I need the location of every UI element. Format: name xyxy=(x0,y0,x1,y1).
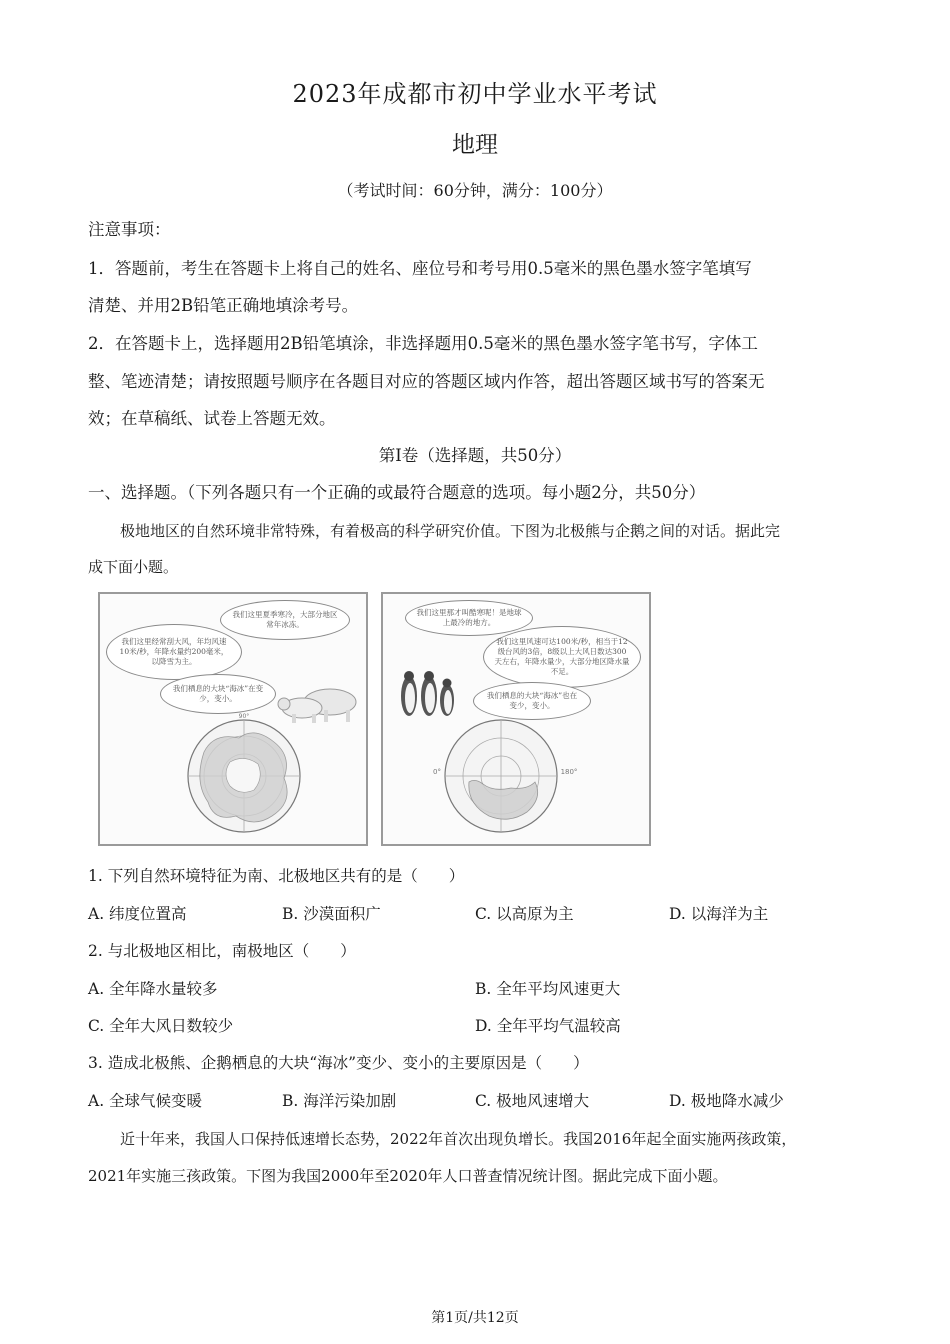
notice-item-1-line-2: 清楚、并用2B铅笔正确地填涂考号。 xyxy=(88,296,359,315)
passage-2-line-2: 2021年实施三孩政策。下图为我国2000年至2020年人口普查情况统计图。据此完成下面小题。 xyxy=(88,1167,728,1185)
antarctic-map-icon xyxy=(423,712,583,840)
subject-title: 地理 xyxy=(452,132,498,158)
question-3-stem: 3. 造成北极熊、企鹅栖息的大块“海冰”变少、变小的主要原因是（ ） xyxy=(88,1054,589,1072)
notice-item-2-line-3: 效；在草稿纸、试卷上答题无效。 xyxy=(88,409,336,428)
question-1-option-a[interactable]: A. 纬度位置高 xyxy=(88,905,187,923)
question-3-option-a[interactable]: A. 全球气候变暖 xyxy=(88,1092,203,1110)
passage-1-line-2: 成下面小题。 xyxy=(88,558,179,576)
arctic-map-icon xyxy=(184,712,304,836)
figure-antarctic-panel xyxy=(381,592,651,846)
passage-1-line-1: 极地地区的自然环境非常特殊，有着极高的科学研究价值。下图为北极熊与企鹅之间的对话。据此完 xyxy=(120,522,781,540)
arctic-bubble-bottom: 我们栖息的大块“海冰”在变少，变小。 xyxy=(160,674,276,714)
antarctic-bubble-top: 我们这里那才叫酷寒呢！是地球上最冷的地方。 xyxy=(405,600,533,636)
question-2-option-b[interactable]: B. 全年平均风速更大 xyxy=(475,980,621,998)
question-3-option-d[interactable]: D. 极地降水减少 xyxy=(669,1092,784,1110)
part-title: 一、选择题。（下列各题只有一个正确的或最符合题意的选项。每小题2分，共50分） xyxy=(88,483,706,502)
question-2-option-a[interactable]: A. 全年降水量较多 xyxy=(88,980,218,998)
question-2-option-c[interactable]: C. 全年大风日数较少 xyxy=(88,1017,234,1035)
exam-title: 2023年成都市初中学业水平考试 xyxy=(292,80,658,108)
volume-title: 第Ⅰ卷（选择题，共50分） xyxy=(378,446,572,465)
notice-item-2-line-2: 整、笔迹清楚；请按照题号顺序在各题目对应的答题区域内作答，超出答题区域书写的答案无 xyxy=(88,372,765,391)
question-1-option-c[interactable]: C. 以高原为主 xyxy=(475,905,574,923)
antarctic-lon-right: 180° xyxy=(560,768,578,776)
question-1-stem: 1. 下列自然环境特征为南、北极地区共有的是（ ） xyxy=(88,867,465,885)
antarctic-bubble-mid: 我们这里风速可达100米/秒，相当于12级台风的3倍，8级以上大风日数达300天左右，年降水量少，大部分地区降水量不足。 xyxy=(483,626,641,688)
question-2-stem: 2. 与北极地区相比，南极地区（ ） xyxy=(88,942,356,960)
figure-arctic-panel xyxy=(98,592,368,846)
question-1-option-b[interactable]: B. 沙漠面积广 xyxy=(282,905,381,923)
antarctic-bubble-bottom: 我们栖息的大块“海冰”也在变少，变小。 xyxy=(473,682,591,720)
notice-item-2-line-1: 2．在答题卡上，选择题用2B铅笔填涂，非选择题用0.5毫米的黑色墨水签字笔书写，字体工 xyxy=(88,334,758,353)
arctic-lat-label: 90° xyxy=(238,713,250,720)
notice-heading: 注意事项： xyxy=(88,220,171,239)
antarctic-lon-left: 0° xyxy=(433,768,441,776)
question-1-option-d[interactable]: D. 以海洋为主 xyxy=(669,905,769,923)
passage-2-line-1: 近十年来，我国人口保持低速增长态势，2022年首次出现负增长。我国2016年起全面实施两孩政策， xyxy=(120,1130,797,1148)
exam-time-info: （考试时间：60分钟，满分：100分） xyxy=(337,181,613,200)
arctic-bubble-mid: 我们这里经常刮大风，年均风速10米/秒，年降水量约200毫米，以降雪为主。 xyxy=(106,624,242,680)
arctic-bubble-top: 我们这里夏季寒冷，大部分地区常年冰冻。 xyxy=(220,600,350,640)
notice-item-1-line-1: 1．答题前，考生在答题卡上将自己的姓名、座位号和考号用0.5毫米的黑色墨水签字笔填写 xyxy=(88,259,752,278)
question-3-option-c[interactable]: C. 极地风速增大 xyxy=(475,1092,590,1110)
question-2-option-d[interactable]: D. 全年平均气温较高 xyxy=(475,1017,621,1035)
page-number: 第1页/共12页 xyxy=(431,1310,519,1326)
question-3-option-b[interactable]: B. 海洋污染加剧 xyxy=(282,1092,397,1110)
